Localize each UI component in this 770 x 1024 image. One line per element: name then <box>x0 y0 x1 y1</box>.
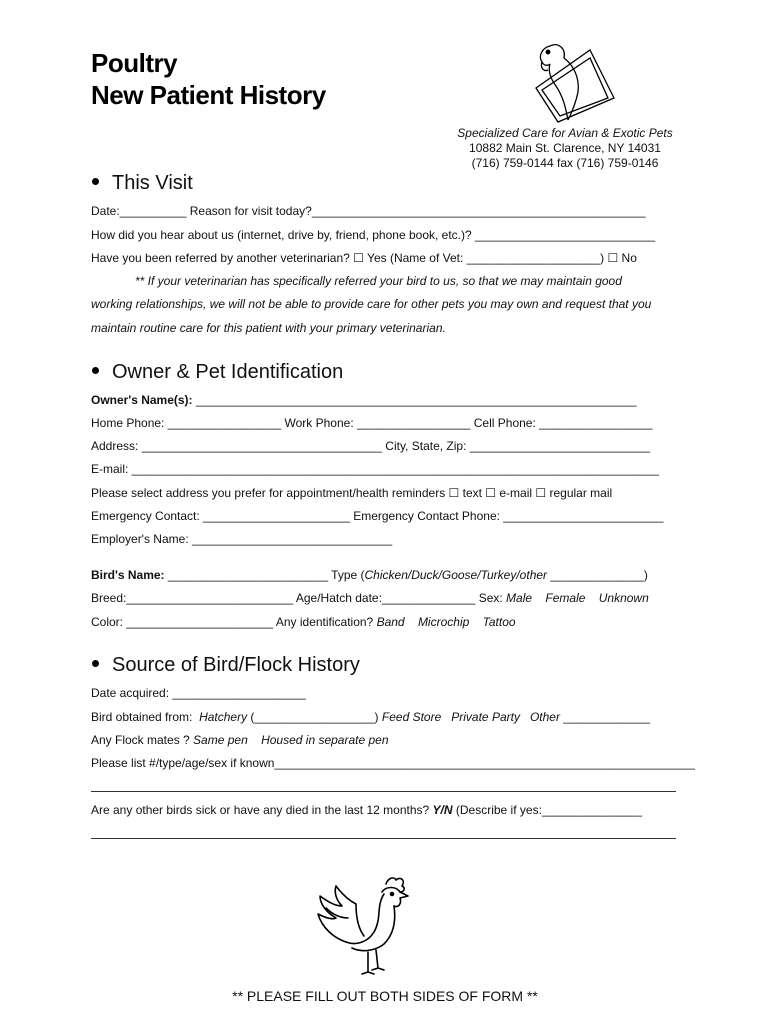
page-title-line2: New Patient History <box>91 80 326 110</box>
page-title-line1: Poultry <box>91 48 178 78</box>
blank-line[interactable] <box>91 791 676 792</box>
clinic-phone: (716) 759-0144 fax (716) 759-0146 <box>471 156 659 170</box>
identification-options: Band Microchip Tattoo <box>376 615 516 629</box>
section-this-visit <box>92 172 193 195</box>
address-line[interactable]: Address: ____________________________________ City, State, Zip: ___________________________ <box>91 439 650 453</box>
obtained-label: Bird obtained from: <box>91 710 200 724</box>
bird-type-blank[interactable]: ______________) <box>547 568 648 582</box>
referral-note-1: ** If your veterinarian has specifically referred your bird to us, so that we may maintain good <box>135 274 622 288</box>
date-acquired-line[interactable]: Date acquired: ____________________ <box>91 686 306 700</box>
clinic-tagline: Specialized Care for Avian & Exotic Pets <box>457 126 673 140</box>
referred-line[interactable]: Have you been referred by another veterinarian? ☐ Yes (Name of Vet: ____________________) ☐ No <box>91 251 637 265</box>
how-heard-line[interactable]: How did you hear about us (internet, drive by, friend, phone book, etc.)? ___________________________ <box>91 228 656 242</box>
emergency-line[interactable]: Emergency Contact: ______________________ Emergency Contact Phone: ________________________ <box>91 509 664 523</box>
flock-label: Any Flock mates ? <box>91 733 194 747</box>
owner-name-label: Owner's Name(s): <box>91 393 193 407</box>
sick-describe-blank[interactable]: (Describe if yes:_______________ <box>452 803 643 817</box>
reminders-line[interactable]: Please select address you prefer for appointment/health reminders ☐ text ☐ e-mail ☐ regular mail <box>91 486 613 500</box>
section-heading: This Visit <box>112 172 193 194</box>
owner-name-blank[interactable]: __________________________________________________________________ <box>192 393 637 407</box>
obtained-hatchery-blank[interactable]: (__________________) <box>247 710 382 724</box>
sick-label: Are any other birds sick or have any died in the last 12 months? <box>91 803 433 817</box>
section-owner-pet <box>92 361 343 384</box>
sick-yn: Y/N <box>432 803 453 817</box>
employer-line[interactable]: Employer's Name: ______________________________ <box>91 532 393 546</box>
section-source <box>92 654 360 677</box>
owner-name-line[interactable] <box>91 393 636 407</box>
visit-date-reason-line[interactable]: Date:__________ Reason for visit today?__________________________________________________ <box>91 204 646 218</box>
phones-line[interactable]: Home Phone: _________________ Work Phone: _________________ Cell Phone: _________________ <box>91 416 653 430</box>
section-heading: Source of Bird/Flock History <box>112 654 360 676</box>
rooster-logo-icon <box>312 872 418 978</box>
breed-line[interactable] <box>91 591 649 605</box>
obtained-from-line[interactable] <box>91 710 650 724</box>
bird-name-line[interactable] <box>91 568 648 582</box>
flock-mates-line[interactable] <box>91 733 389 747</box>
sex-options: Male Female Unknown <box>506 591 649 605</box>
obtained-hatchery: Hatchery <box>199 710 248 724</box>
bird-name-label: Bird's Name: <box>91 568 165 582</box>
section-heading: Owner & Pet Identification <box>112 361 344 383</box>
bird-type-options: Chicken/Duck/Goose/Turkey/other <box>364 568 548 582</box>
flock-options: Same pen Housed in separate pen <box>193 733 389 747</box>
flock-list-line[interactable]: Please list #/type/age/sex if known_______________________________________________________________ <box>91 756 695 770</box>
bullet-icon <box>92 178 99 185</box>
sick-birds-line[interactable] <box>91 803 642 817</box>
parrot-logo-icon <box>528 40 620 124</box>
color-text[interactable]: Color: ______________________ Any identification? <box>91 615 377 629</box>
referral-note-3: maintain routine care for this patient with your primary veterinarian. <box>91 321 446 335</box>
bullet-icon <box>92 367 99 374</box>
email-line[interactable]: E-mail: _______________________________________________________________________________ <box>91 462 659 476</box>
referral-note-2: working relationships, we will not be able to provide care for other pets you may own and request that you <box>91 297 652 311</box>
obtained-options: Feed Store Private Party Other <box>381 710 560 724</box>
blank-line[interactable] <box>91 838 676 839</box>
color-line[interactable] <box>91 615 516 629</box>
breed-text[interactable]: Breed:_________________________ Age/Hatch date:______________ Sex: <box>91 591 507 605</box>
clinic-address: 10882 Main St. Clarence, NY 14031 <box>469 141 661 155</box>
obtained-other-blank[interactable]: _____________ <box>559 710 651 724</box>
bird-name-blank[interactable]: ________________________ Type ( <box>164 568 365 582</box>
footer-note: ** PLEASE FILL OUT BOTH SIDES OF FORM ** <box>232 988 538 1004</box>
bullet-icon <box>92 660 99 667</box>
